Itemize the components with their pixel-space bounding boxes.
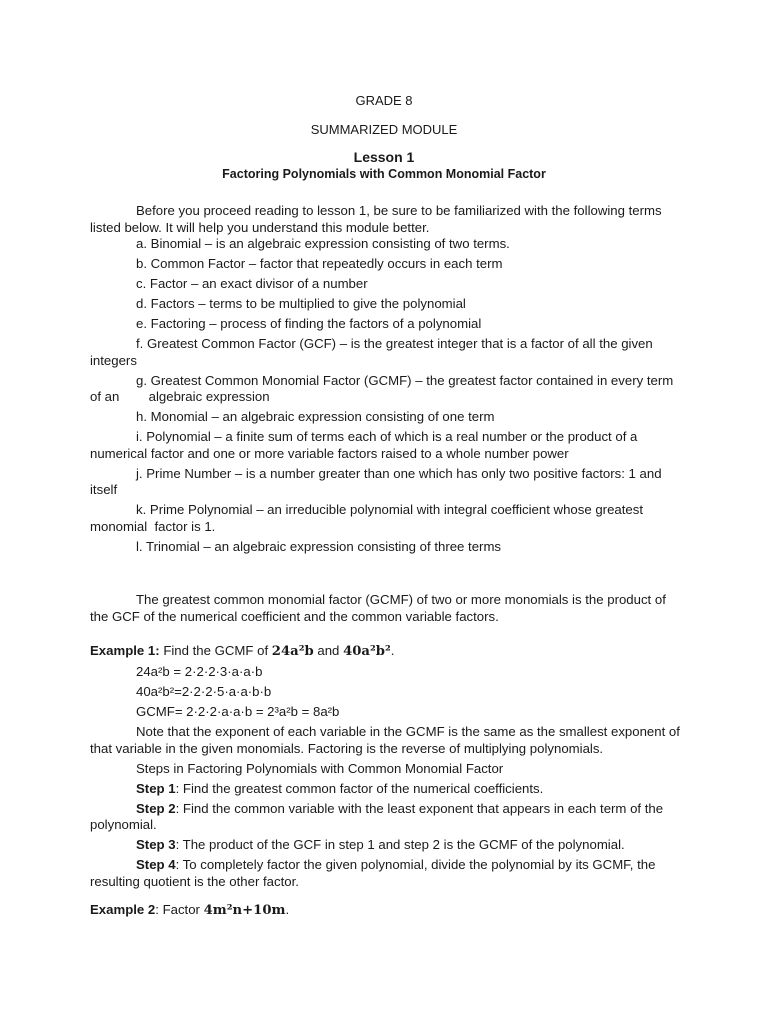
term-item: c. Factor – an exact divisor of a number [136,276,368,291]
step-4 [90,857,685,890]
example-1-end: . [390,643,395,658]
term-item: b. Common Factor – factor that repeatedly occurs in each term [136,256,503,271]
term-item: f. Greatest Common Factor (GCF) – is the greatest integer that is a factor of all the given integers [90,336,653,368]
step-1 [90,781,685,798]
step-2 [90,801,685,834]
example-1-factorization-2: 40a²b²=2·2·2·5·a·a·b·b [136,684,272,699]
example-2-heading [90,902,685,920]
example-1-factorization-1: 24a²b = 2·2·2·3·a·a·b [136,664,263,679]
gcmf-definition: The greatest common monomial factor (GCMF) of two or more monomials is the product of the GCF of the numerical coefficient and the common variable factors. [90,592,666,624]
example-2-label: Example 2 [90,902,156,917]
example-2-section [90,902,685,920]
lesson-title: Factoring Polynomials with Common Monomial Factor [222,167,546,181]
step-label: Step 4 [136,857,176,872]
terms-section [90,203,685,555]
step-text: : The product of the GCF in step 1 and step 2 is the GCMF of the polynomial. [175,837,625,852]
gcmf-section [90,592,685,625]
term-item: j. Prime Number – is a number greater than one which has only two positive factors: 1 and itself [90,465,662,497]
example-1-and: and [317,643,340,658]
example-2-end: . [285,902,290,917]
example-1-section [90,643,685,890]
example-1-expr2: 40a²b² [343,644,391,659]
lesson-number: Lesson 1 [353,149,415,165]
term-item: d. Factors – terms to be multiplied to give the polynomial [136,296,466,311]
example-1-text: Find the GCMF of [163,643,269,658]
term-item: i. Polynomial – a finite sum of terms each of which is a real number or the product of a numerical factor and one or more variable factors raised to a whole number power [90,429,638,461]
example-1-gcmf-result: GCMF= 2·2·2·a·a·b = 2³a²b = 8a²b [136,704,340,719]
term-item: e. Factoring – process of finding the factors of a polynomial [136,316,482,331]
term-item: k. Prime Polynomial – an irreducible polynomial with integral coefficient whose greatest monomial factor is 1. [90,502,647,534]
example-2-expr: 4m²n+10m [203,903,286,918]
step-label: Step 1 [136,780,176,796]
term-item: g. Greatest Common Monomial Factor (GCMF) – the greatest factor contained in every term of an algebraic expression [90,372,677,404]
step-text: : To completely factor the given polynomial, divide the polynomial by its GCMF, the resulting quotient is the other factor. [90,857,656,889]
example-1-label: Example 1: [90,643,160,658]
term-item: h. Monomial – an algebraic expression consisting of one term [136,409,495,424]
step-label: Step 3 [136,837,176,852]
term-item: l. Trinomial – an algebraic expression consisting of three terms [136,538,502,554]
step-text: : Find the greatest common factor of the numerical coefficients. [175,780,544,796]
grade-heading: GRADE 8 [355,93,413,108]
step-text: : Find the common variable with the least exponent that appears in each term of the polynomial. [90,800,664,832]
example-2-text: : Factor [155,902,200,917]
example-1-heading [90,643,685,661]
intro-paragraph: Before you proceed reading to lesson 1, be sure to be familiarized with the following terms listed below. It will help you understand this module better. [90,203,662,235]
step-3 [90,837,685,854]
term-item: a. Binomial – is an algebraic expression consisting of two terms. [136,236,510,251]
example-1-expr1: 24a²b [271,644,314,659]
step-label: Step 2 [136,800,176,816]
note-paragraph: Note that the exponent of each variable in the GCMF is the same as the smallest exponent of that variable in the given monomials. Factoring is the reverse of multiplying polynomials. [90,724,680,756]
module-heading: SUMMARIZED MODULE [310,122,458,137]
steps-title: Steps in Factoring Polynomials with Common Monomial Factor [136,760,504,776]
